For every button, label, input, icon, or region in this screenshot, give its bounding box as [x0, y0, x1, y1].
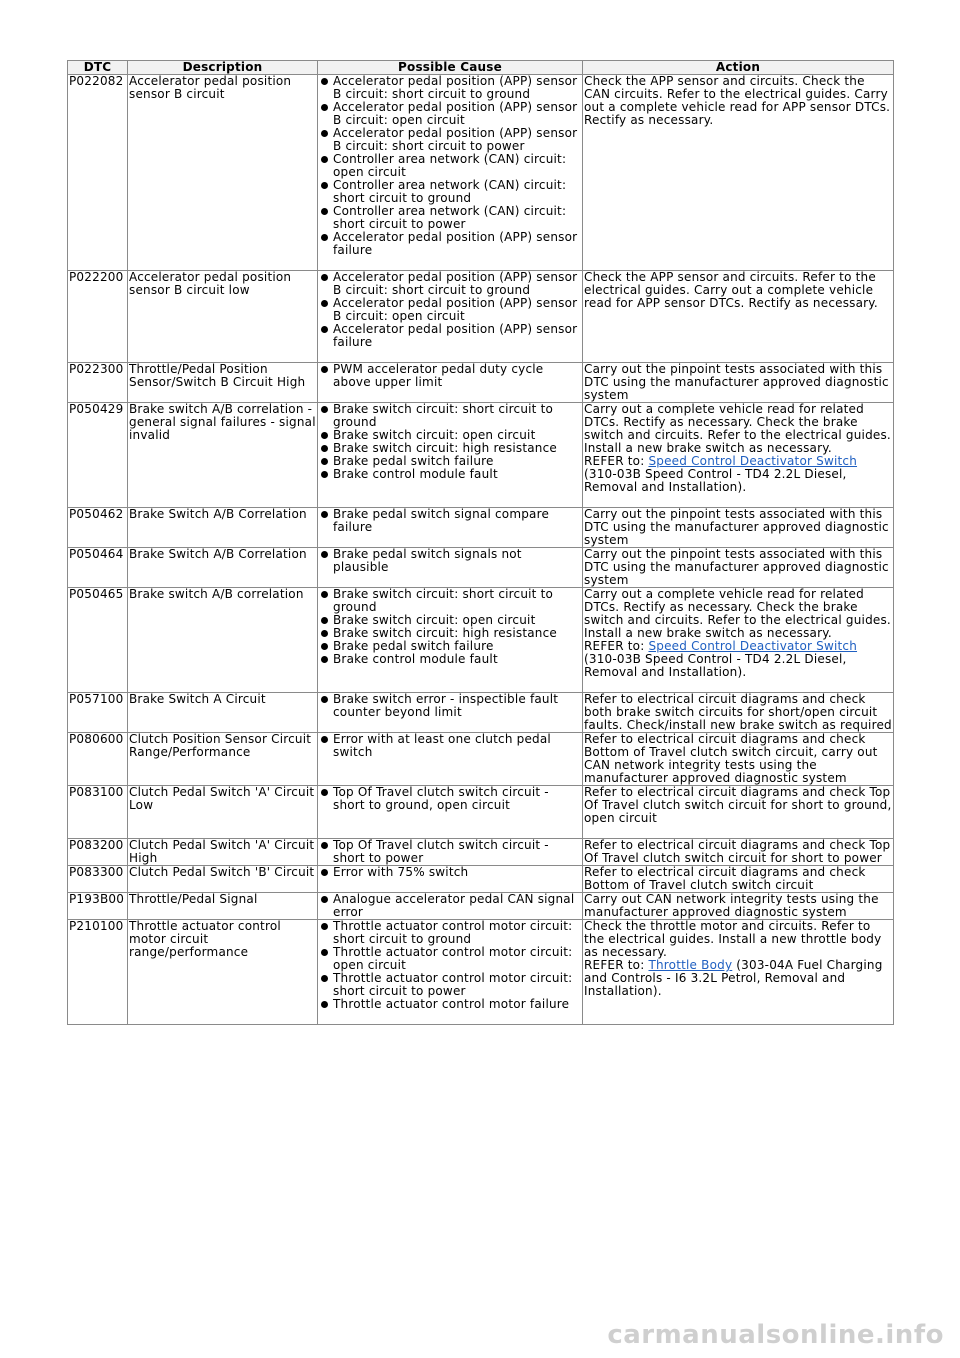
dtc-code: P083300: [68, 866, 128, 893]
dtc-description: Brake Switch A Circuit: [128, 693, 318, 733]
cause-item: Accelerator pedal position (APP) sensor B circuit: open circuit: [333, 297, 581, 323]
cause-item: Brake switch circuit: short circuit to ground: [333, 403, 581, 429]
cause-item: Top Of Travel clutch switch circuit - short to power: [333, 839, 581, 865]
cause-item: Accelerator pedal position (APP) sensor B circuit: short circuit to ground: [333, 75, 581, 101]
action-cell: [583, 508, 894, 548]
dtc-code: P022200: [68, 271, 128, 363]
cause-list: [319, 786, 581, 812]
action-text: Refer to electrical circuit diagrams and check Top Of Travel clutch switch circuit for short to ground, open circuit: [584, 785, 892, 825]
possible-cause-cell: [318, 866, 583, 893]
cause-list: [319, 508, 581, 534]
cause-item: Brake switch circuit: high resistance: [333, 627, 581, 640]
action-cell: [583, 893, 894, 920]
cause-item: Brake control module fault: [333, 653, 581, 666]
cause-list: [319, 839, 581, 865]
header-description: Description: [128, 61, 318, 75]
action-cell: [583, 920, 894, 1025]
action-cell: [583, 786, 894, 839]
cause-list: [319, 893, 581, 919]
table-row: [68, 75, 894, 271]
cause-item: Controller area network (CAN) circuit: short circuit to ground: [333, 179, 581, 205]
cause-item: Throttle actuator control motor circuit: short circuit to power: [333, 972, 581, 998]
table-row: [68, 363, 894, 403]
table-row: [68, 920, 894, 1025]
cause-item: Brake pedal switch signal compare failure: [333, 508, 581, 534]
possible-cause-cell: [318, 920, 583, 1025]
possible-cause-cell: [318, 363, 583, 403]
dtc-description: Clutch Pedal Switch 'A' Circuit High: [128, 839, 318, 866]
refer-link[interactable]: Throttle Body: [648, 958, 733, 972]
cause-item: Accelerator pedal position (APP) sensor B circuit: open circuit: [333, 101, 581, 127]
action-cell: [583, 75, 894, 271]
cause-item: Top Of Travel clutch switch circuit - short to ground, open circuit: [333, 786, 581, 812]
cause-item: Accelerator pedal position (APP) sensor B circuit: short circuit to ground: [333, 271, 581, 297]
action-text: Refer to electrical circuit diagrams and check Top Of Travel clutch switch circuit for short to power: [584, 838, 891, 865]
dtc-code: P080600: [68, 733, 128, 786]
dtc-description: Throttle/Pedal Signal: [128, 893, 318, 920]
action-text: Refer to electrical circuit diagrams and check Bottom of Travel clutch switch circuit: [584, 865, 866, 892]
cause-item: Accelerator pedal position (APP) sensor B circuit: short circuit to power: [333, 127, 581, 153]
header-action: Action: [583, 61, 894, 75]
action-text: Carry out the pinpoint tests associated with this DTC using the manufacturer approved diagnostic system: [584, 547, 889, 587]
possible-cause-cell: [318, 693, 583, 733]
refer-suffix: (303-04A Fuel Charging and Controls - I6 3.2L Petrol, Removal and Installation).: [584, 958, 883, 998]
cause-item: Accelerator pedal position (APP) sensor failure: [333, 231, 581, 257]
action-cell: [583, 403, 894, 508]
cause-list: [319, 363, 581, 389]
table-row: [68, 508, 894, 548]
dtc-code: P210100: [68, 920, 128, 1025]
dtc-code: P022082: [68, 75, 128, 271]
refer-suffix: (310-03B Speed Control - TD4 2.2L Diesel, Removal and Installation).: [584, 467, 847, 494]
action-text: Check the APP sensor and circuits. Check the CAN circuits. Refer to the electrical guides. Carry out a complete vehicle read for APP sensor DTCs. Rectify as necessary.: [584, 74, 891, 127]
refer-link[interactable]: Speed Control Deactivator Switch: [648, 639, 858, 653]
dtc-description: Brake Switch A/B Correlation: [128, 548, 318, 588]
cause-list: [319, 271, 581, 349]
possible-cause-cell: [318, 588, 583, 693]
cause-item: Throttle actuator control motor circuit: short circuit to ground: [333, 920, 581, 946]
dtc-code: P050464: [68, 548, 128, 588]
action-text: Carry out a complete vehicle read for related DTCs. Rectify as necessary. Check the brake switch and circuits. Refer to the electrical guides. Install a new brake switch as necessary.: [584, 402, 891, 455]
refer-prefix: REFER to:: [584, 958, 649, 972]
possible-cause-cell: [318, 271, 583, 363]
cause-item: Throttle actuator control motor failure: [333, 998, 581, 1011]
action-text: Carry out the pinpoint tests associated with this DTC using the manufacturer approved diagnostic system: [584, 362, 889, 402]
possible-cause-cell: [318, 75, 583, 271]
dtc-table-wrapper: [67, 60, 893, 1025]
cause-list: [319, 733, 581, 759]
table-row: [68, 403, 894, 508]
dtc-description: Throttle/Pedal Position Sensor/Switch B Circuit High: [128, 363, 318, 403]
cause-list: [319, 588, 581, 666]
dtc-code: P050465: [68, 588, 128, 693]
table-row: [68, 548, 894, 588]
cause-list: [319, 548, 581, 574]
cause-item: Brake switch circuit: open circuit: [333, 614, 581, 627]
dtc-description: Throttle actuator control motor circuit range/performance: [128, 920, 318, 1025]
dtc-table: [67, 60, 894, 1025]
action-text: Check the throttle motor and circuits. Refer to the electrical guides. Install a new throttle body as necessary.: [584, 919, 882, 959]
watermark: carmanualsonline.info: [607, 1320, 944, 1350]
possible-cause-cell: [318, 403, 583, 508]
cause-list: [319, 866, 581, 879]
refer-suffix: (310-03B Speed Control - TD4 2.2L Diesel, Removal and Installation).: [584, 652, 847, 679]
refer-link[interactable]: Speed Control Deactivator Switch: [648, 454, 858, 468]
possible-cause-cell: [318, 733, 583, 786]
cause-item: Controller area network (CAN) circuit: open circuit: [333, 153, 581, 179]
cause-list: [319, 693, 581, 719]
cause-item: Brake pedal switch failure: [333, 640, 581, 653]
table-body: [68, 75, 894, 1025]
cause-item: Brake switch circuit: short circuit to ground: [333, 588, 581, 614]
possible-cause-cell: [318, 548, 583, 588]
table-row: [68, 866, 894, 893]
action-cell: [583, 548, 894, 588]
possible-cause-cell: [318, 508, 583, 548]
cause-item: Brake switch circuit: open circuit: [333, 429, 581, 442]
dtc-description: Accelerator pedal position sensor B circuit low: [128, 271, 318, 363]
cause-item: Analogue accelerator pedal CAN signal error: [333, 893, 581, 919]
dtc-code: P050429: [68, 403, 128, 508]
refer-prefix: REFER to:: [584, 454, 649, 468]
cause-item: PWM accelerator pedal duty cycle above upper limit: [333, 363, 581, 389]
action-cell: [583, 839, 894, 866]
cause-item: Error with 75% switch: [333, 866, 581, 879]
cause-item: Accelerator pedal position (APP) sensor failure: [333, 323, 581, 349]
dtc-description: Clutch Position Sensor Circuit Range/Performance: [128, 733, 318, 786]
action-text: Carry out the pinpoint tests associated with this DTC using the manufacturer approved diagnostic system: [584, 507, 889, 547]
dtc-code: P022300: [68, 363, 128, 403]
dtc-description: Brake Switch A/B Correlation: [128, 508, 318, 548]
dtc-code: P193B00: [68, 893, 128, 920]
table-row: [68, 893, 894, 920]
cause-item: Brake switch error - inspectible fault counter beyond limit: [333, 693, 581, 719]
possible-cause-cell: [318, 839, 583, 866]
table-row: [68, 733, 894, 786]
dtc-description: Brake switch A/B correlation - general signal failures - signal invalid: [128, 403, 318, 508]
action-cell: [583, 271, 894, 363]
action-cell: [583, 363, 894, 403]
dtc-description: Clutch Pedal Switch 'B' Circuit: [128, 866, 318, 893]
action-text: Carry out CAN network integrity tests using the manufacturer approved diagnostic system: [584, 892, 879, 919]
dtc-code: P050462: [68, 508, 128, 548]
header-possible-cause: Possible Cause: [318, 61, 583, 75]
dtc-description: Clutch Pedal Switch 'A' Circuit Low: [128, 786, 318, 839]
action-cell: [583, 733, 894, 786]
possible-cause-cell: [318, 893, 583, 920]
cause-item: Brake pedal switch failure: [333, 455, 581, 468]
refer-prefix: REFER to:: [584, 639, 649, 653]
cause-list: [319, 920, 581, 1011]
header-dtc: DTC: [68, 61, 128, 75]
action-text: Carry out a complete vehicle read for related DTCs. Rectify as necessary. Check the brake switch and circuits. Refer to the electrical guides. Install a new brake switch as necessary.: [584, 587, 891, 640]
table-header-row: [68, 61, 894, 75]
table-row: [68, 588, 894, 693]
dtc-code: P083200: [68, 839, 128, 866]
dtc-code: P057100: [68, 693, 128, 733]
table-row: [68, 839, 894, 866]
cause-item: Brake switch circuit: high resistance: [333, 442, 581, 455]
cause-item: Brake pedal switch signals not plausible: [333, 548, 581, 574]
cause-list: [319, 403, 581, 481]
cause-list: [319, 75, 581, 257]
cause-item: Brake control module fault: [333, 468, 581, 481]
cause-item: Controller area network (CAN) circuit: short circuit to power: [333, 205, 581, 231]
action-text: Refer to electrical circuit diagrams and check both brake switch circuits for short/open circuit faults. Check/install new brake switch as required: [584, 692, 892, 732]
dtc-description: Accelerator pedal position sensor B circuit: [128, 75, 318, 271]
action-text: Check the APP sensor and circuits. Refer to the electrical guides. Carry out a complete vehicle read for APP sensor DTCs. Rectify as necessary.: [584, 270, 878, 310]
cause-item: Throttle actuator control motor circuit: open circuit: [333, 946, 581, 972]
table-row: [68, 693, 894, 733]
action-cell: [583, 588, 894, 693]
action-text: Refer to electrical circuit diagrams and check Bottom of Travel clutch switch circuit, carry out CAN network integrity tests using the manufacturer approved diagnostic system: [584, 732, 878, 785]
dtc-code: P083100: [68, 786, 128, 839]
possible-cause-cell: [318, 786, 583, 839]
dtc-description: Brake switch A/B correlation: [128, 588, 318, 693]
action-cell: [583, 693, 894, 733]
table-row: [68, 786, 894, 839]
cause-item: Error with at least one clutch pedal switch: [333, 733, 581, 759]
action-cell: [583, 866, 894, 893]
table-row: [68, 271, 894, 363]
